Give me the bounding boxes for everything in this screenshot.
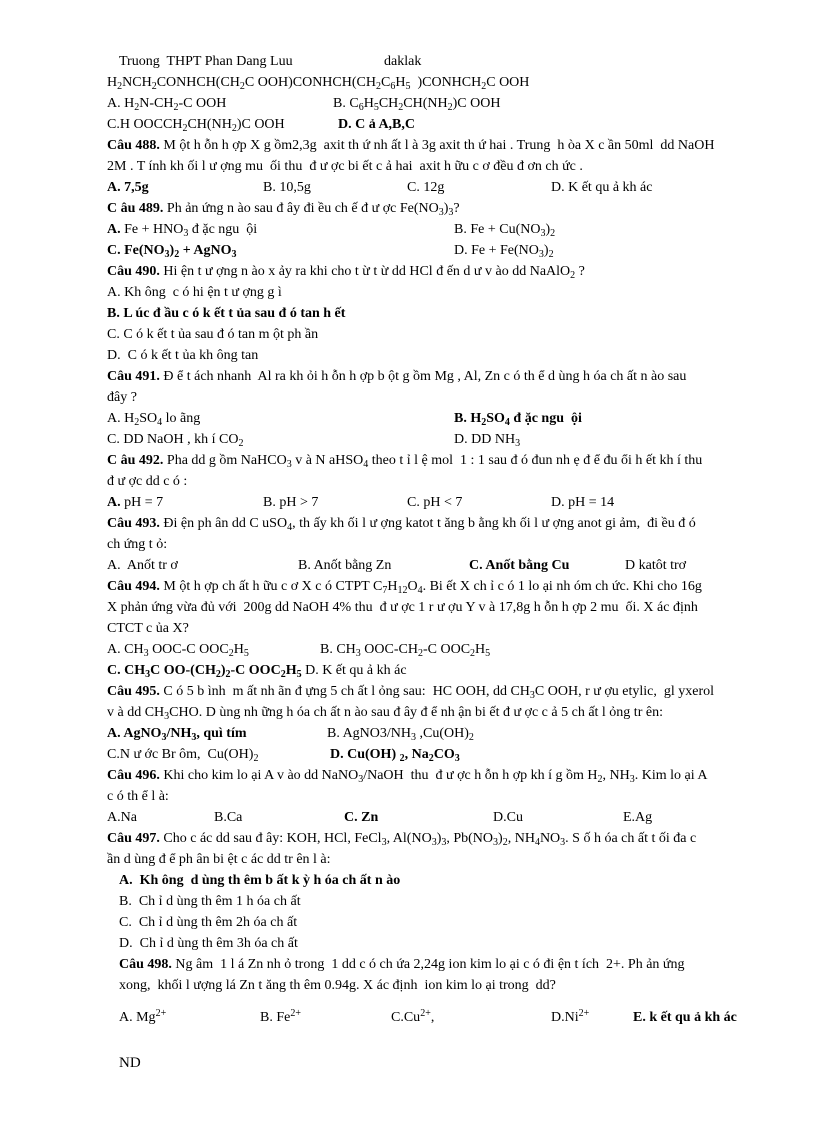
q491-option-a: A. $H_2SO_4$ lo ãng xyxy=(107,411,201,428)
q494-option-b: B. $CH_3$ OOC-$CH_2-C$ $OOC_2H_5$ xyxy=(320,642,491,659)
q492-stem-2: đ ư ợc dd c ó : xyxy=(107,474,188,489)
q488-option-c: C. 12g xyxy=(407,180,445,195)
q494-option-a: A. $CH_3$ OOC-C $OOC_2H_5$ xyxy=(107,642,249,659)
q487-option-c: C.H $OOCCH_2CH(NH_2)C$ OOH xyxy=(107,117,285,134)
q494-stem-3: CTCT c ủa X? xyxy=(107,621,189,636)
q487-option-d: D. C ả A,B,C xyxy=(338,117,416,132)
q496-option-a: A.Na xyxy=(107,810,137,825)
q491-option-b: B. $H_2SO_4$ đ ặc ngu ội xyxy=(454,411,582,428)
q489-option-c: C. $Fe(NO_3)_2$ + AgNO$_3$ xyxy=(107,243,237,260)
q495-option-a: A. $AgNO_3/NH_3$, quì tím xyxy=(107,726,247,743)
q489-option-a: A. $Fe + HNO_3$ đ ặc ngu ội xyxy=(107,222,258,239)
q493-option-c: C. Anốt bằng Cu xyxy=(469,558,570,573)
q498-stem-2: xong, khối l ượng lá Zn t ăng th êm 0.94g. X ác định ion kim lo ại trong dd? xyxy=(119,978,556,993)
q496-option-e: E.Ag xyxy=(623,810,653,825)
q497-option-a: A. Kh ông d ùng th êm b ất k ỳ h óa ch ất n ào xyxy=(119,873,401,888)
q488-stem-1: Câu 488. M ột h ỗn h ợp X g ồm2,3g axit th ứ nh ất l à 3g axit th ứ hai . Trung h òa X c ần 50ml dd NaOH xyxy=(107,138,715,153)
q492-option-c: C. pH < 7 xyxy=(407,495,463,510)
q495-option-c: C.N ư ớc Br ôm, $Cu(OH)_2$ xyxy=(107,747,259,764)
q489-stem: C âu 489. Ph ản ứng n ào sau đ ây đi ều ch ế đ ư ợc $Fe(NO_3)_3$? xyxy=(107,201,460,218)
q497-option-b: B. Ch ỉ d ùng th êm 1 h óa ch ất xyxy=(119,894,301,909)
q488-option-a: A. 7,5g xyxy=(107,180,149,195)
q498-option-c: $C.Cu^{2+}$, xyxy=(391,1008,435,1025)
q490-option-a: A. Kh ông c ó hi ện t ư ợng g ì xyxy=(107,285,282,300)
q490-stem: Câu 490. Hi ện t ư ợng n ào x ảy ra khi cho t ừ t ừ dd HCl đ ến d ư v ào dd NaAlO$_2$ ? xyxy=(107,264,585,281)
q492-option-b: B. pH > 7 xyxy=(263,495,319,510)
q493-stem-1: Câu 493. Đi ện ph ân dd C uSO$_4$, th ấy kh ối l ư ợng katot t ăng b ằng kh ối l ư ợng anot gi ảm, đi ều đ ó xyxy=(107,516,696,533)
q494-stem-1: Câu 494. M ột h ợp ch ất h ữu c ơ X c ó CTPT $C_7H_{12}O_4$. Bi ết X ch ỉ c ó 1 lo ại nh óm ch ức. Khi cho 16g xyxy=(107,579,702,596)
q493-option-b: B. Anốt bằng Zn xyxy=(298,558,392,573)
q497-option-c: C. Ch ỉ d ùng th êm 2h óa ch ất xyxy=(119,915,298,930)
footer-initials: ND xyxy=(119,1055,141,1071)
q496-option-c: C. Zn xyxy=(344,810,379,825)
q493-option-a: A. Anốt tr ơ xyxy=(107,558,178,573)
q497-option-d: D. Ch ỉ d ùng th êm 3h óa ch ất xyxy=(119,936,298,951)
q495-stem-1: Câu 495. C ó 5 b ình m ất nh ãn đ ựng 5 ch ất l ỏng sau: HC OOH, dd $CH_3C$ OOH, r ư ợu etylic, gl yxerol xyxy=(107,684,714,701)
q494-option-c: C. $CH_3C$ $OO-(CH_2)_2-C$ $OOC_2H_5$ D. K ết qu ả kh ác xyxy=(107,663,407,680)
q490-option-d: D. C ó k ết t ủa kh ông tan xyxy=(107,348,259,363)
header-place: daklak xyxy=(384,54,422,69)
q487-option-b: B. $C_6H_5CH_2CH(NH_2)C$ OOH xyxy=(333,96,501,113)
q495-stem-2: v à dd $CH_3CHO$. D ùng nh ững h óa ch ất n ào sau đ ây đ ể nh ận bi ết đ ư ợc c ả 5 ch ất l ỏng tr ên: xyxy=(107,705,663,722)
q495-option-b: B. $AgNO3/NH_3$ $,Cu(OH)_2$ xyxy=(327,726,474,743)
q498-option-e: E. k ết qu ả kh ác xyxy=(633,1010,737,1025)
q487-formula: $H_2NCH_2CONHCH(CH_2C$ $OOH)CONHCH(CH_2C_6H_5$ )$CONHCH_2C$ OOH xyxy=(107,75,530,92)
q488-option-d: D. K ết qu ả kh ác xyxy=(551,180,653,195)
q489-option-d: D. $Fe + Fe(NO_3)_2$ xyxy=(454,243,554,260)
q495-option-d: D. Cu(OH) $_2$, $Na_2CO_3$ xyxy=(330,747,460,764)
q496-option-d: D.Cu xyxy=(493,810,523,825)
q491-option-d: D. DD $NH_3$ xyxy=(454,432,521,449)
q490-option-b: B. L úc đ ầu c ó k ết t ủa sau đ ó tan h ết xyxy=(107,306,346,321)
header-school: Truong THPT Phan Dang Luu xyxy=(119,54,293,69)
q498-stem-1: Câu 498. Ng âm 1 l á Zn nh ỏ trong 1 dd c ó ch ứa 2,24g ion kim lo ại c ó đi ện t ích 2+. Ph ản ứng xyxy=(119,957,685,972)
q492-option-a: A. pH = 7 xyxy=(107,495,164,510)
q496-stem-1: Câu 496. Khi cho kim lo ại A v ào dd NaNO$_3$/NaOH thu đ ư ợc h ỗn h ợp kh í g ồm $H_2$, $NH_3$. Kim lo ại A xyxy=(107,768,708,785)
q490-option-c: C. C ó k ết t ủa sau đ ó tan m ột ph ần xyxy=(107,327,319,342)
q493-option-d: D katôt trơ xyxy=(625,558,687,573)
q492-stem-1: C âu 492. Pha dd g ồm NaHCO$_3$ v à N aHSO$_4$ theo t ỉ l ệ mol 1 : 1 sau đ ó đun nh ẹ đ ể đu ổi h ết kh í thu xyxy=(107,453,703,470)
q498-option-a: A. $Mg^{2+}$ xyxy=(119,1008,167,1025)
q488-stem-2: 2M . T ính kh ối l ư ợng mu ối thu đ ư ợc bi ết c ả hai axit h ữu c ơ đều đ ơn ch ức . xyxy=(107,159,583,174)
q492-option-d: D. pH = 14 xyxy=(551,495,615,510)
q498-option-b: B. $Fe^{2+}$ xyxy=(260,1008,301,1025)
q493-stem-2: ch ứng t ỏ: xyxy=(107,537,168,552)
q488-option-b: B. 10,5g xyxy=(263,180,311,195)
q496-stem-2: c ó th ể l à: xyxy=(107,789,169,804)
q489-option-b: B. $Fe + Cu(NO_3)_2$ xyxy=(454,222,556,239)
q494-stem-2: X phản ứng vừa đủ với 200g dd NaOH 4% thu đ ư ợc 1 r ư ợu Y v à 17,8g h ỗn h ợp 2 mu ối. X ác định xyxy=(107,600,698,615)
q491-stem-1: Câu 491. Đ ể t ách nhanh Al ra kh ỏi h ỗn h ợp b ột g ồm Mg , Al, Zn c ó th ể d ùng h óa ch ất n ào sau xyxy=(107,369,687,384)
q491-option-c: C. DD NaOH , kh í $CO_2$ xyxy=(107,432,244,449)
q491-stem-2: đây ? xyxy=(107,390,137,405)
q487-option-a: A. $H_2N-CH_2-C$ OOH xyxy=(107,96,227,113)
q498-option-d: $D.Ni^{2+}$ xyxy=(551,1008,590,1025)
q497-stem-2: ần d ùng đ ể ph ân bi ệt c ác dd tr ên l à: xyxy=(107,852,331,867)
q497-stem-1: Câu 497. Cho c ác dd sau đ ây: KOH, HCl, FeCl$_3$, $Al(NO_3)_3$, $Pb(NO_3)_2$, $NH_4NO_3$. S ố h óa ch ất t ối đa c xyxy=(107,831,697,848)
q496-option-b: B.Ca xyxy=(214,810,243,825)
